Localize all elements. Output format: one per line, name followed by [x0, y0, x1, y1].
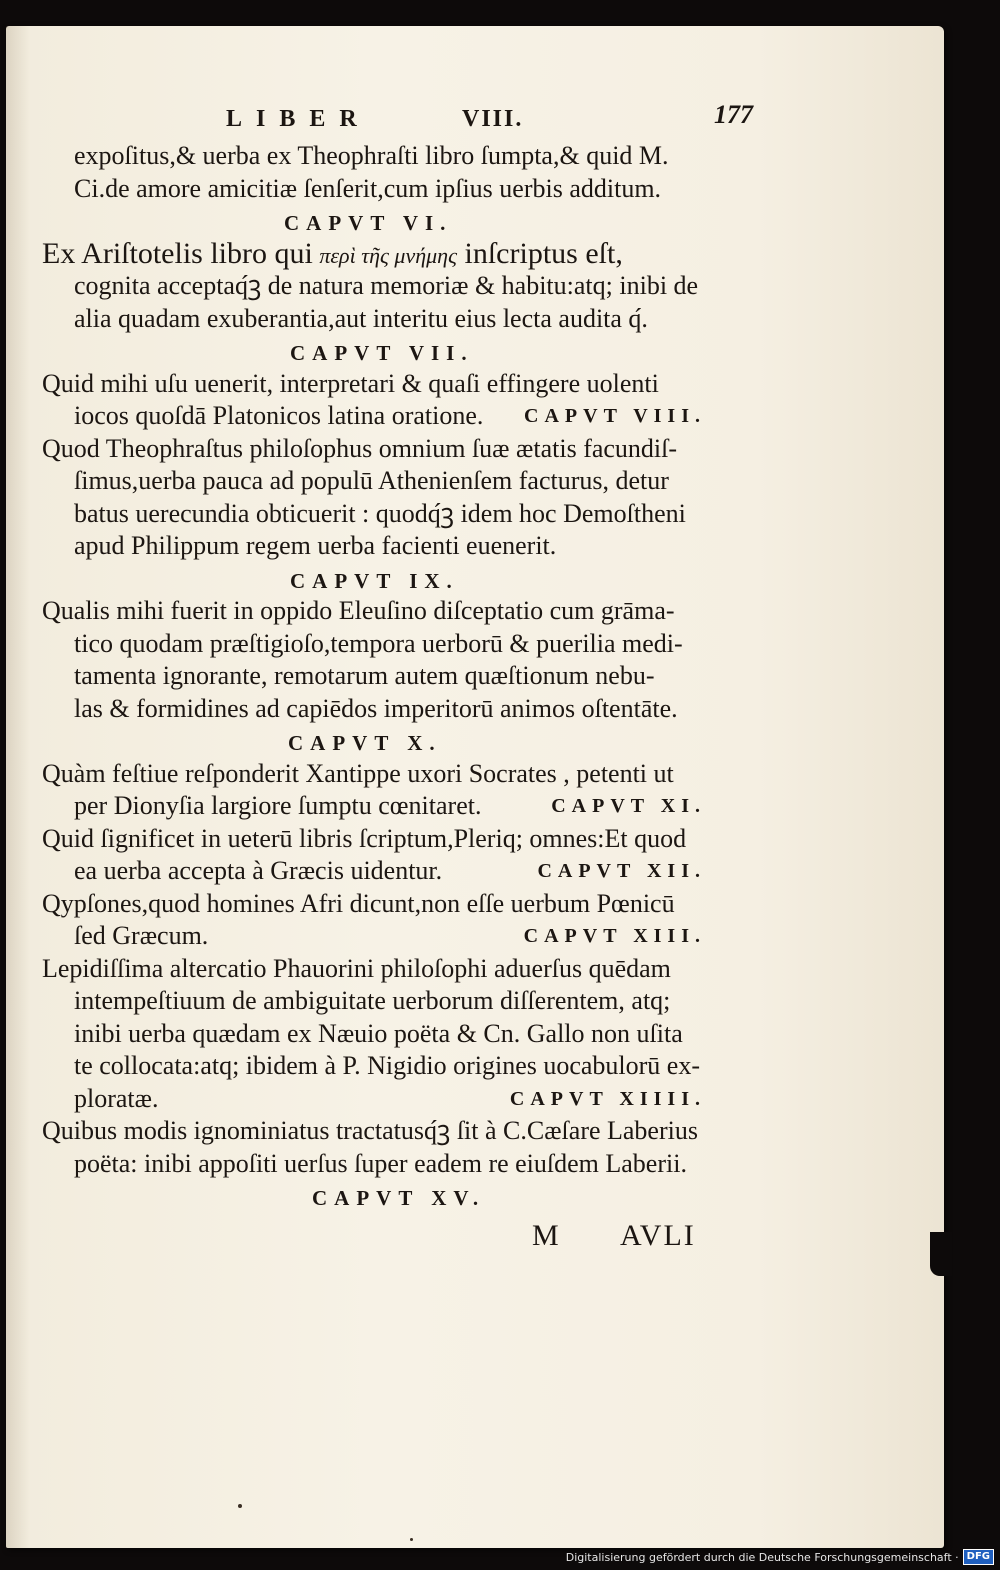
summary-line — [42, 920, 706, 953]
summary-line — [42, 465, 706, 498]
chapter-heading-inline: CAPVT XI. — [551, 795, 706, 817]
summary-text: ea uerba accepta à Græcis uidentur. — [74, 856, 443, 885]
summary-line — [42, 1148, 706, 1181]
catchword — [42, 1219, 706, 1259]
summary-text: te collocata:atq; ibidem à P. Nigidio origines uocabulorū ex- — [74, 1051, 701, 1080]
summary-text: Quid ſignificet in ueterū libris ſcriptum,Pleriq; omnes:Et quod — [42, 823, 687, 853]
summary-line — [42, 888, 706, 921]
summary-text: Quàm feſtiue reſponderit Xantippe uxori Socrates , petenti ut — [42, 758, 674, 788]
summary-text: ſed Græcum. — [74, 921, 209, 950]
page-text-block — [42, 100, 753, 1259]
summary-line — [42, 953, 706, 986]
chapter-heading: CAPVT VI. — [284, 211, 453, 235]
summary-text: Ci.de amore amicitiæ ſenſerit,cum ipſius uerbis additum. — [74, 173, 662, 203]
summary-line — [42, 498, 706, 531]
summary-line — [42, 1050, 706, 1083]
summary-line — [42, 1115, 706, 1148]
chapter-heading-inline: CAPVT XIII. — [523, 925, 706, 947]
book-page — [6, 26, 944, 1548]
chapter-heading-inline: CAPVT XII. — [537, 860, 706, 882]
summary-line — [42, 433, 706, 466]
chapter-heading: CAPVT VII. — [290, 341, 474, 365]
summary-text: iocos quoſdā Platonicos latina oratione. — [74, 401, 484, 430]
summary-line — [42, 660, 706, 693]
summary-text: expoſitus,& uerba ex Theophraſti libro ſumpta,& quid M. — [74, 141, 669, 170]
summary-line — [42, 270, 706, 303]
catchword-word: AVLI — [620, 1218, 696, 1252]
summary-line — [42, 985, 706, 1018]
greek-title: περὶ τῆς μνήμης — [319, 242, 458, 268]
summary-text: cognita acceptaq́ꝫ de natura memoriæ & habitu:atq; inibi de — [74, 271, 699, 300]
summary-text: intempeſtiuum de ambiguitate uerborum diſſerentem, atq; — [74, 986, 671, 1015]
chapter-summaries — [42, 140, 706, 1213]
summary-line — [42, 238, 706, 271]
summary-text: Quibus modis ignominiatus tractatusq́ꝫ ſit à C.Cæſare Laberius — [42, 1116, 698, 1145]
chapter-heading-inline: CAPVT VIII. — [524, 405, 706, 427]
summary-line — [42, 530, 706, 563]
summary-line — [42, 303, 706, 336]
summary-text: batus uerecundia obticuerit : quodq́ꝫ idem hoc Demoſtheni — [74, 498, 686, 528]
summary-line — [42, 693, 706, 726]
chapter-heading-inline: CAPVT XIIII. — [509, 1087, 706, 1110]
chapter-heading: CAPVT IX. — [290, 568, 459, 593]
summary-line — [42, 1018, 706, 1051]
summary-line — [42, 1083, 706, 1116]
summary-line — [42, 790, 706, 823]
summary-line — [42, 758, 706, 791]
summary-line — [42, 855, 706, 888]
summary-text: per Dionyſia largiore ſumptu cœnitaret. — [74, 791, 482, 820]
running-head-book: LIBER — [226, 106, 371, 132]
catchword-initial: M — [532, 1218, 559, 1252]
summary-text: Quid mihi uſu uenerit, interpretari & quaſi effingere uolenti — [42, 368, 659, 398]
summary-line — [42, 400, 706, 433]
running-head-book-number: VIII. — [462, 106, 524, 132]
summary-line — [42, 628, 706, 661]
credit-text: Digitalisierung gefördert durch die Deutsche Forschungsgemeinschaft · — [565, 1550, 959, 1564]
summary-line — [42, 368, 706, 401]
paper-speck — [238, 1504, 242, 1508]
summary-text: Ex Ariſtotelis libro qui — [42, 236, 313, 270]
summary-text-continued: inſcriptus eſt, — [457, 236, 623, 270]
summary-line — [42, 823, 706, 856]
summary-line — [42, 173, 706, 206]
chapter-heading: CAPVT XV. — [312, 1186, 486, 1210]
summary-text: poëta: inibi appoſiti uerſus ſuper eadem re eiuſdem Laberii. — [74, 1148, 687, 1178]
summary-text: alia quadam exuberantia,aut interitu eius lecta audita q́. — [74, 303, 648, 333]
digitization-credit — [566, 1548, 994, 1566]
dfg-logo-icon: DFG — [963, 1549, 994, 1565]
summary-text: Qualis mihi fuerit in oppido Eleuſino diſceptatio cum grāma- — [42, 596, 675, 625]
summary-text: las & formidines ad capiēdos imperitorū animos oſtentāte. — [74, 693, 678, 723]
chapter-heading: CAPVT X. — [288, 731, 442, 755]
summary-text: tamenta ignorante, remotarum autem quæſtionum nebu- — [74, 661, 655, 690]
summary-text: ſimus,uerba pauca ad populū Athenienſem facturus, detur — [74, 466, 669, 495]
summary-line — [42, 140, 706, 173]
summary-text: Lepidiſſima altercatio Phauorini philoſophi aduerſus quēdam — [42, 953, 671, 983]
paper-speck — [410, 1538, 413, 1541]
page-edge-notch — [930, 1232, 952, 1276]
folio-number: 177 — [714, 100, 753, 129]
summary-text: Quod Theophraſtus philoſophus omnium ſuæ ætatis facundiſ- — [42, 433, 678, 463]
summary-line — [42, 595, 706, 628]
summary-text: inibi uerba quædam ex Næuio poëta & Cn. Gallo non uſita — [74, 1018, 683, 1048]
summary-text: ploratæ. — [74, 1083, 159, 1113]
summary-text: Qypſones,quod homines Afri dicunt,non eſſe uerbum Pœnicū — [42, 888, 675, 918]
running-head — [42, 100, 753, 140]
summary-text: apud Philippum regem uerba facienti euenerit. — [74, 531, 557, 560]
summary-text: tico quodam præſtigioſo,tempora uerborū & puerilia medi- — [74, 628, 683, 658]
